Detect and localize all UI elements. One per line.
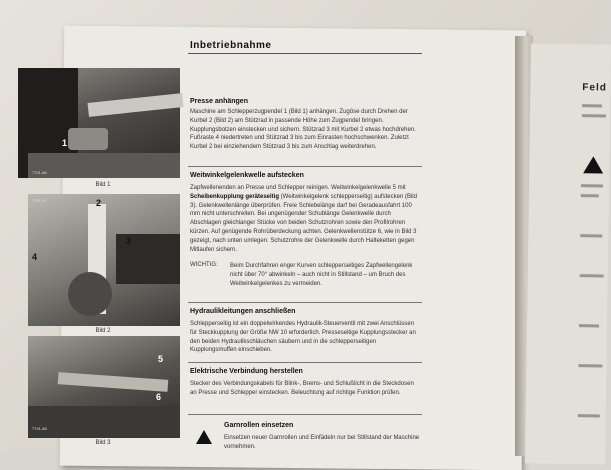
section-text: Stecker des Verbindungskabels für Blink-, Brems- und Schlußlicht in die Steckdosen an Presse und Schlepper einstecken. Beleuchtung auf richtige Funktion prüfen. xyxy=(190,381,414,396)
section-heading: Hydraulikleitungen anschließen xyxy=(190,308,296,315)
warning-text: Beim Durchfahren enger Kurven schlepperseitiges Zapfwellengelenk nicht über 70° abwinkeln – auch nicht in Stillstand – um Bruch des Weitwinkelgelenkes zu vermeiden. xyxy=(230,263,413,287)
section-heading: Weitwinkelgelenkwelle aufstecken xyxy=(190,172,304,179)
section-text: Zapfwellenenden an Presse und Schlepper reinigen. Weitwinkelgelenkwelle 5 mit Scheibenkupplung geräteseitig (Weitwinkelgelenk schlepperseitig) aufstecken (Bild 3). Gelenkwellenlänge überprüfen. Freie Schiebelänge darf bei Geradeausfahrt 100 mm nicht unterschreiten. Bei ungenügender Schublänge Gelenkwelle durch Abschlagen gleichlanger Stücke von beiden Schutzrohren sowie den Profilrohren kürzen. Auf genügende Rohrüberdeckung achten. Gelenkwellenstütze 6, wie in Bild 3 gezeigt, nach unten umlegen. Schutzrohre der Gelenkwelle durch Halteketten gegen Mitlaufen sichern. xyxy=(190,185,417,253)
section-heading: Presse anhängen xyxy=(190,98,248,105)
section-text: Schlepperseitig ist ein doppelwirkendes Hydraulik-Steuerventil mit zwei Anschlüssen für Steckkupplung der Größe NW 10 erforderlich. Presseseitige Kupplungsstecker an den beiden Hydraulikschläuchen säubern und in die schlepperseitigen Kupplungsmuffen einschieben. xyxy=(190,321,416,354)
photo-code: 7701-88 xyxy=(32,426,47,431)
callout-1: 1 xyxy=(62,138,68,148)
callout-6: 6 xyxy=(156,392,162,402)
next-page-title: Feld xyxy=(582,82,607,94)
text-line xyxy=(578,414,600,417)
warning-label: WICHTIG: xyxy=(190,262,218,268)
photo-code: 7701-87 xyxy=(32,198,47,203)
next-page xyxy=(525,43,611,464)
figure-3-caption: Bild 3 xyxy=(95,440,111,446)
warning-icon xyxy=(583,156,603,173)
section-text: Einsetzen neuer Garnrollen und Einfädeln nur bei Stillstand der Maschine vornehmen. xyxy=(224,435,420,450)
figure-1-photo xyxy=(28,68,180,178)
text-line xyxy=(582,114,606,117)
figure-2-photo xyxy=(28,194,180,326)
section-heading: Elektrische Verbindung herstellen xyxy=(190,368,303,375)
callout-2: 2 xyxy=(96,198,102,208)
callout-3: 3 xyxy=(126,236,132,246)
callout-4: 4 xyxy=(32,252,38,262)
text-line xyxy=(580,274,604,277)
section-text: Maschine am Schlepperzugpendel 1 (Bild 1) anhängen. Zugöse durch Drehen der Kurbel 2 (Bild 2) am Stützrad in passende Höhe zum Zugpendel bringen. Kupplungsbolzen einstecken und sichern. Stützrad 3 mit Kurbel 2 etwas hochdrehen. Fußraste 4 niedertreten und Stützrad 3 bis zum Einrasten hochschwenken. Zuletzt Kurbel 2 bei einziehendem Stützrad 3 bis zum Anschlag weiterdrehen. xyxy=(190,109,416,151)
figure-2-caption: Bild 2 xyxy=(95,328,111,334)
text-line xyxy=(581,194,599,197)
text-line xyxy=(581,184,603,187)
page-title: Inbetriebnahme xyxy=(190,40,272,51)
callout-5: 5 xyxy=(158,354,164,364)
title-divider xyxy=(188,53,422,54)
section-divider xyxy=(188,302,422,303)
section-divider xyxy=(188,166,422,167)
section-heading: Garnrollen einsetzen xyxy=(224,422,294,429)
section-divider xyxy=(188,362,422,363)
photo-code: 7701-86 xyxy=(32,170,47,175)
figure-3-photo xyxy=(28,336,180,438)
warning-icon xyxy=(196,430,212,444)
text-line xyxy=(578,364,602,367)
text-line xyxy=(580,234,602,237)
text-line xyxy=(582,104,602,107)
figure-1-caption: Bild 1 xyxy=(95,182,111,188)
text-line xyxy=(579,324,599,327)
section-divider xyxy=(188,414,422,415)
